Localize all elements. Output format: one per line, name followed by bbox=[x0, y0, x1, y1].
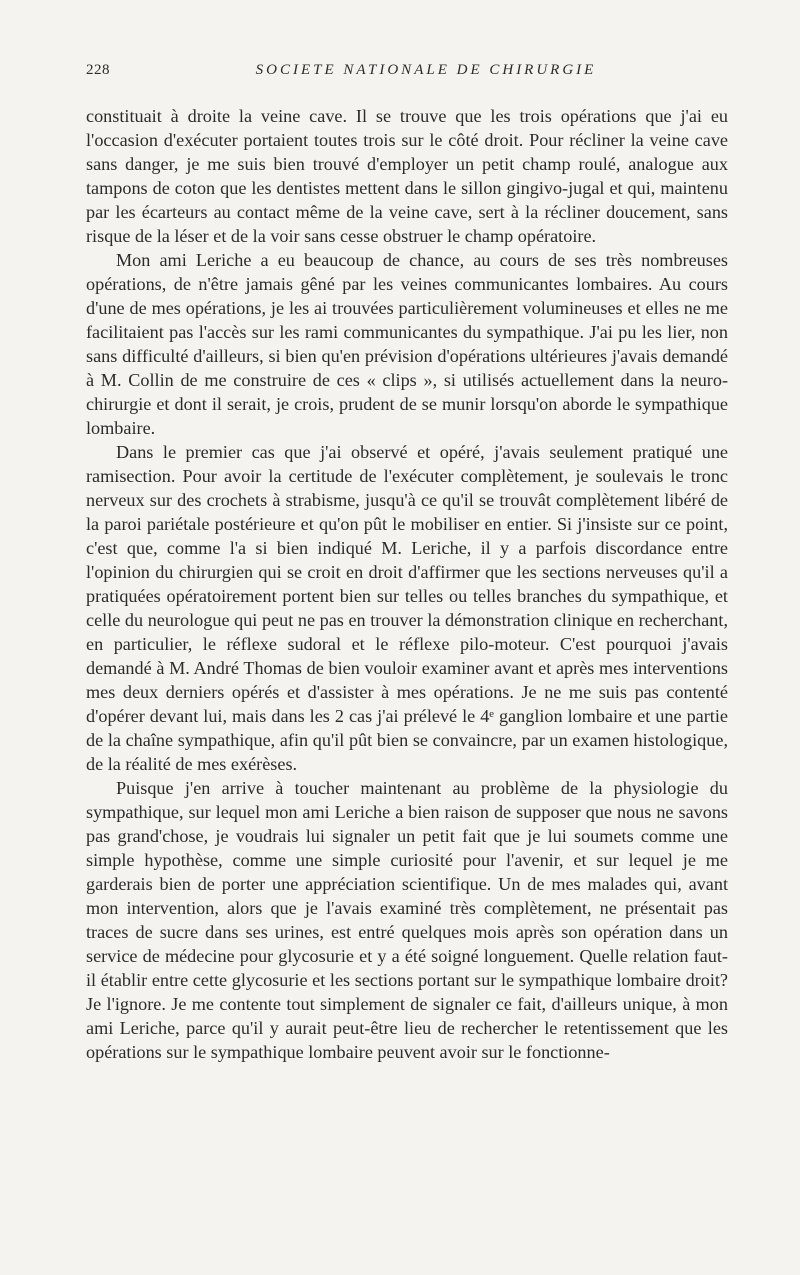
paragraph-2: Mon ami Leriche a eu beaucoup de chance, au cours de ses très nombreuses opérations, de n'être jamais gêné par les veines communicantes lombaires. Au cours d'une de mes opérations, je les ai trouvées particulièrement volumineuses et elles ne me facilitaient pas l'accès sur les rami communicantes du sympathique. J'ai pu les lier, non sans difficulté d'ailleurs, si bien qu'en prévision d'opérations ultérieures j'avais demandé à M. Collin de me construire de ces « clips », si utilisés actuellement dans la neuro-chirurgie et dont il serait, je crois, prudent de se munir lorsqu'on aborde le sympathique lombaire. bbox=[86, 250, 728, 438]
paragraph-1: constituait à droite la veine cave. Il se trouve que les trois opérations que j'ai eu l'occasion d'exécuter portaient toutes trois sur le côté droit. Pour récliner la veine cave sans danger, je me suis bien trouvé d'employer un petit champ roulé, analogue aux tampons de coton que les dentistes mettent dans le sillon gingivo-jugal et qui, maintenu par les écarteurs au contact même de la veine cave, sert à la récliner doucement, sans risque de la léser et de la voir sans cesse obstruer le champ opératoire. bbox=[86, 106, 728, 246]
running-title: SOCIETE NATIONALE DE CHIRURGIE bbox=[255, 62, 597, 78]
paragraph-3: Dans le premier cas que j'ai observé et opéré, j'avais seulement pratiqué une ramisection. Pour avoir la certitude de l'exécuter complètement, je soulevais le tronc nerveux sur des crochets à strabisme, jusqu'à ce qu'il se trouvât complètement libéré de la paroi pariétale postérieure et qu'on pût le mobiliser en entier. Si j'insiste sur ce point, c'est que, comme l'a si bien indiqué M. Leriche, il y a parfois discordance entre l'opinion du chirurgien qui se croit en droit d'affirmer que les sections nerveuses qu'il a pratiquées opératoirement portent bien sur telles ou telles branches du sympathique, et celle du neurologue qui peut ne pas en trouver la démonstration clinique en recherchant, en particulier, le réflexe sudoral et le réflexe pilo-moteur. C'est pourquoi j'avais demandé à M. André Thomas de bien vouloir examiner avant et après mes interventions mes deux derniers opérés et d'assister à mes opérations. Je ne me suis pas contenté d'opérer devant lui, mais dans les 2 cas j'ai prélevé le 4ᵉ ganglion lombaire et une partie de la chaîne sympathique, afin qu'il pût bien se convaincre, par un examen histologique, de la réalité de mes exérèses. bbox=[86, 442, 728, 774]
page-header bbox=[86, 62, 726, 86]
page-number: 228 bbox=[86, 62, 110, 78]
body-text bbox=[86, 104, 728, 1064]
paragraph-4: Puisque j'en arrive à toucher maintenant au problème de la physiologie du sympathique, sur lequel mon ami Leriche a bien raison de supposer que nous ne savons pas grand'chose, je voudrais lui signaler un petit fait que je lui soumets comme une simple hypothèse, comme une simple curiosité pour l'avenir, et sur lequel je me garderais bien de porter une appréciation scientifique. Un de mes malades qui, avant mon intervention, alors que je l'avais examiné très complètement, ne présentait pas traces de sucre dans ses urines, est entré quelques mois après son opération dans un service de médecine pour glycosurie et y a été soigné longuement. Quelle relation faut-il établir entre cette glycosurie et les sections portant sur le sympathique lombaire droit? Je l'ignore. Je me contente tout simplement de signaler ce fait, d'ailleurs unique, à mon ami Leriche, parce qu'il y aurait peut-être lieu de rechercher le retentissement que les opérations sur le sympathique lombaire peuvent avoir sur le fonctionne- bbox=[86, 778, 728, 1062]
